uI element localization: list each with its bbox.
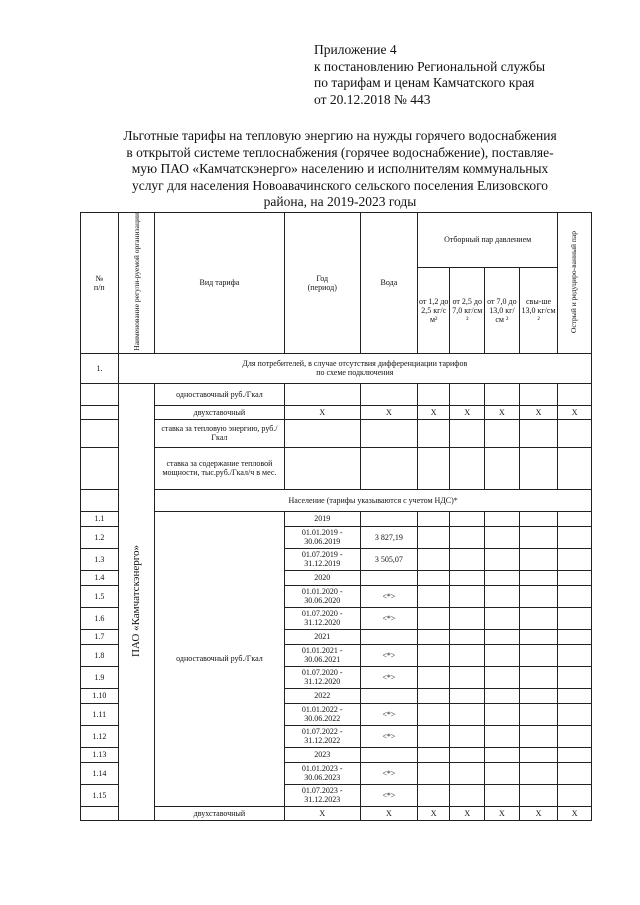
steam-tariff-cell xyxy=(485,725,520,747)
steam-tariff-cell xyxy=(485,526,520,548)
steam-tariff-cell xyxy=(450,526,485,548)
row-num: 1.2 xyxy=(81,526,119,548)
steam-tariff-cell xyxy=(417,607,450,629)
appendix-block xyxy=(314,42,624,108)
period-cell: 01.01.2023 - 30.06.2023 xyxy=(284,762,360,784)
row-num: 1.1 xyxy=(81,511,119,526)
row-num: 1.7 xyxy=(81,629,119,644)
water-tariff-cell xyxy=(360,747,417,762)
double-rate-label: двухставочный xyxy=(155,405,284,419)
steam-tariff-cell xyxy=(558,703,592,725)
row-num: 1.6 xyxy=(81,607,119,629)
steam-tariff-cell xyxy=(558,585,592,607)
steam-tariff-cell xyxy=(519,511,558,526)
steam-tariff-cell xyxy=(417,644,450,666)
water-tariff-cell: <*> xyxy=(360,762,417,784)
steam-tariff-cell xyxy=(485,762,520,784)
steam-tariff-cell xyxy=(485,747,520,762)
steam-tariff-cell xyxy=(450,666,485,688)
org-name-cell: ПАО «Камчатскэнерго» xyxy=(118,383,155,820)
steam-tariff-cell xyxy=(558,511,592,526)
row-num: 1.13 xyxy=(81,747,119,762)
steam-tariff-cell xyxy=(519,666,558,688)
x-mark: Х xyxy=(417,806,450,820)
period-cell: 01.07.2020 - 31.12.2020 xyxy=(284,666,360,688)
steam-tariff-cell xyxy=(417,585,450,607)
title-line: мую ПАО «Камчатскэнерго» населению и исполнителям коммунальных xyxy=(131,161,549,176)
period-cell: 01.07.2022 - 31.12.2022 xyxy=(284,725,360,747)
steam-tariff-cell xyxy=(417,762,450,784)
row-num xyxy=(81,383,119,405)
period-cell: 01.01.2019 - 30.06.2019 xyxy=(284,526,360,548)
x-mark: Х xyxy=(558,405,592,419)
steam-tariff-cell xyxy=(450,548,485,570)
table-row xyxy=(81,806,592,820)
double-rate-label: двухставочный xyxy=(155,806,284,820)
document-title xyxy=(60,128,620,211)
water-tariff-cell: <*> xyxy=(360,666,417,688)
header-pressure-1: от 1,2 до 2,5 кг/с м² xyxy=(417,267,450,353)
x-mark: Х xyxy=(450,405,485,419)
row-num xyxy=(81,405,119,419)
steam-tariff-cell xyxy=(450,762,485,784)
header-pressure-4: свы-ше 13,0 кг/см ² xyxy=(519,267,558,353)
steam-tariff-cell xyxy=(519,688,558,703)
energy-rate-label: ставка за тепловую энергию, руб./Гкал xyxy=(155,419,284,447)
steam-tariff-cell xyxy=(558,526,592,548)
steam-tariff-cell xyxy=(417,511,450,526)
period-cell: 01.01.2020 - 30.06.2020 xyxy=(284,585,360,607)
steam-tariff-cell xyxy=(485,666,520,688)
row-num: 1.15 xyxy=(81,784,119,806)
steam-tariff-cell xyxy=(558,688,592,703)
steam-tariff-cell xyxy=(417,526,450,548)
steam-tariff-cell xyxy=(417,570,450,585)
steam-tariff-cell xyxy=(519,747,558,762)
period-cell: 01.07.2020 - 31.12.2020 xyxy=(284,607,360,629)
steam-tariff-cell xyxy=(450,688,485,703)
row-num: 1.14 xyxy=(81,762,119,784)
steam-tariff-cell xyxy=(450,784,485,806)
steam-tariff-cell xyxy=(450,725,485,747)
header-pressure-3: от 7,0 до 13,0 кг/см ² xyxy=(485,267,520,353)
water-tariff-cell: <*> xyxy=(360,784,417,806)
steam-tariff-cell xyxy=(519,526,558,548)
water-tariff-cell: 3 505,07 xyxy=(360,548,417,570)
tariff-table xyxy=(80,212,592,821)
appendix-line: от 20.12.2018 № 443 xyxy=(314,91,431,107)
water-tariff-cell: <*> xyxy=(360,703,417,725)
x-mark: Х xyxy=(360,806,417,820)
water-tariff-cell: <*> xyxy=(360,607,417,629)
title-line: в открытой системе теплоснабжения (горячее водоснабжение), поставляе- xyxy=(126,144,554,160)
steam-tariff-cell xyxy=(519,725,558,747)
steam-tariff-cell xyxy=(450,703,485,725)
steam-tariff-cell xyxy=(485,703,520,725)
header-sharp-steam: Острый и редуциро-ванный пар xyxy=(558,213,592,354)
capacity-rate-label: ставка за содержание тепловой мощности, тыс.руб./Гкал/ч в мес. xyxy=(155,447,284,489)
steam-tariff-cell xyxy=(519,703,558,725)
steam-tariff-cell xyxy=(417,747,450,762)
steam-tariff-cell xyxy=(558,666,592,688)
x-mark: Х xyxy=(450,806,485,820)
period-cell: 01.07.2019 - 31.12.2019 xyxy=(284,548,360,570)
steam-tariff-cell xyxy=(417,688,450,703)
row-num: 1. xyxy=(81,353,119,383)
year-cell: 2019 xyxy=(284,511,360,526)
appendix-line: по тарифам и ценам Камчатского края xyxy=(314,75,535,90)
title-line: Льготные тарифы на тепловую энергию на нужды горячего водоснабжения xyxy=(123,128,557,143)
table-row xyxy=(81,511,592,526)
appendix-line: к постановлению Региональной службы xyxy=(314,58,546,74)
period-cell: 01.01.2022 - 30.06.2022 xyxy=(284,703,360,725)
steam-tariff-cell xyxy=(558,762,592,784)
header-num: № п/п xyxy=(81,213,119,354)
row-num: 1.10 xyxy=(81,688,119,703)
x-mark: Х xyxy=(558,806,592,820)
header-year: Год (период) xyxy=(284,213,360,354)
steam-tariff-cell xyxy=(485,644,520,666)
row-num: 1.4 xyxy=(81,570,119,585)
steam-tariff-cell xyxy=(558,784,592,806)
year-cell: 2021 xyxy=(284,629,360,644)
row-num: 1.9 xyxy=(81,666,119,688)
water-tariff-cell: <*> xyxy=(360,585,417,607)
steam-tariff-cell xyxy=(558,607,592,629)
single-rate-label: одноставочный руб./Гкал xyxy=(155,383,284,405)
steam-tariff-cell xyxy=(519,762,558,784)
header-steam-group: Отборный пар давлением xyxy=(417,213,557,268)
x-mark: Х xyxy=(284,806,360,820)
single-rate-label: одноставочный руб./Гкал xyxy=(155,511,284,806)
steam-tariff-cell xyxy=(450,644,485,666)
steam-tariff-cell xyxy=(417,629,450,644)
steam-tariff-cell xyxy=(558,725,592,747)
steam-tariff-cell xyxy=(558,570,592,585)
row-num: 1.8 xyxy=(81,644,119,666)
water-tariff-cell: <*> xyxy=(360,644,417,666)
period-cell: 01.07.2023 - 31.12.2023 xyxy=(284,784,360,806)
row-num: 1.3 xyxy=(81,548,119,570)
steam-tariff-cell xyxy=(558,629,592,644)
steam-tariff-cell xyxy=(450,511,485,526)
steam-tariff-cell xyxy=(485,511,520,526)
steam-tariff-cell xyxy=(519,607,558,629)
steam-tariff-cell xyxy=(558,644,592,666)
steam-tariff-cell xyxy=(450,607,485,629)
steam-tariff-cell xyxy=(519,548,558,570)
appendix-line: Приложение 4 xyxy=(314,42,397,57)
x-mark: Х xyxy=(519,806,558,820)
population-heading: Население (тарифы указываются с учетом НДС)* xyxy=(155,489,592,511)
x-mark: Х xyxy=(284,405,360,419)
steam-tariff-cell xyxy=(558,747,592,762)
steam-tariff-cell xyxy=(519,784,558,806)
water-tariff-cell xyxy=(360,570,417,585)
water-tariff-cell xyxy=(360,511,417,526)
x-mark: Х xyxy=(360,405,417,419)
header-tariff-kind: Вид тарифа xyxy=(155,213,284,354)
steam-tariff-cell xyxy=(485,607,520,629)
row-num xyxy=(81,419,119,447)
steam-tariff-cell xyxy=(450,629,485,644)
steam-tariff-cell xyxy=(417,784,450,806)
steam-tariff-cell xyxy=(450,585,485,607)
steam-tariff-cell xyxy=(450,747,485,762)
steam-tariff-cell xyxy=(417,703,450,725)
row-num: 1.5 xyxy=(81,585,119,607)
steam-tariff-cell xyxy=(485,629,520,644)
steam-tariff-cell xyxy=(558,548,592,570)
header-pressure-2: от 2,5 до 7,0 кг/см ² xyxy=(450,267,485,353)
section-heading: Для потребителей, в случае отсутствия дифференциации тарифов по схеме подключения xyxy=(118,353,591,383)
steam-tariff-cell xyxy=(519,570,558,585)
water-tariff-cell: 3 827,19 xyxy=(360,526,417,548)
x-mark: Х xyxy=(485,806,520,820)
row-num xyxy=(81,806,119,820)
water-tariff-cell xyxy=(360,688,417,703)
title-line: услуг для населения Новоавачинского сельского поселения Елизовского xyxy=(131,177,549,193)
year-cell: 2022 xyxy=(284,688,360,703)
year-cell: 2023 xyxy=(284,747,360,762)
steam-tariff-cell xyxy=(519,585,558,607)
row-num xyxy=(81,489,119,511)
row-num: 1.11 xyxy=(81,703,119,725)
period-cell: 01.01.2021 - 30.06.2021 xyxy=(284,644,360,666)
x-mark: Х xyxy=(485,405,520,419)
title-line: района, на 2019-2023 годы xyxy=(263,194,417,209)
steam-tariff-cell xyxy=(417,666,450,688)
steam-tariff-cell xyxy=(519,644,558,666)
steam-tariff-cell xyxy=(485,784,520,806)
steam-tariff-cell xyxy=(485,548,520,570)
water-tariff-cell: <*> xyxy=(360,725,417,747)
water-tariff-cell xyxy=(360,629,417,644)
steam-tariff-cell xyxy=(485,688,520,703)
steam-tariff-cell xyxy=(450,570,485,585)
steam-tariff-cell xyxy=(519,629,558,644)
steam-tariff-cell xyxy=(485,585,520,607)
steam-tariff-cell xyxy=(485,570,520,585)
header-org: Наименование регули-руемой организации xyxy=(118,213,155,354)
year-cell: 2020 xyxy=(284,570,360,585)
steam-tariff-cell xyxy=(417,725,450,747)
row-num xyxy=(81,447,119,489)
x-mark: Х xyxy=(519,405,558,419)
steam-tariff-cell xyxy=(417,548,450,570)
header-water: Вода xyxy=(360,213,417,354)
row-num: 1.12 xyxy=(81,725,119,747)
x-mark: Х xyxy=(417,405,450,419)
